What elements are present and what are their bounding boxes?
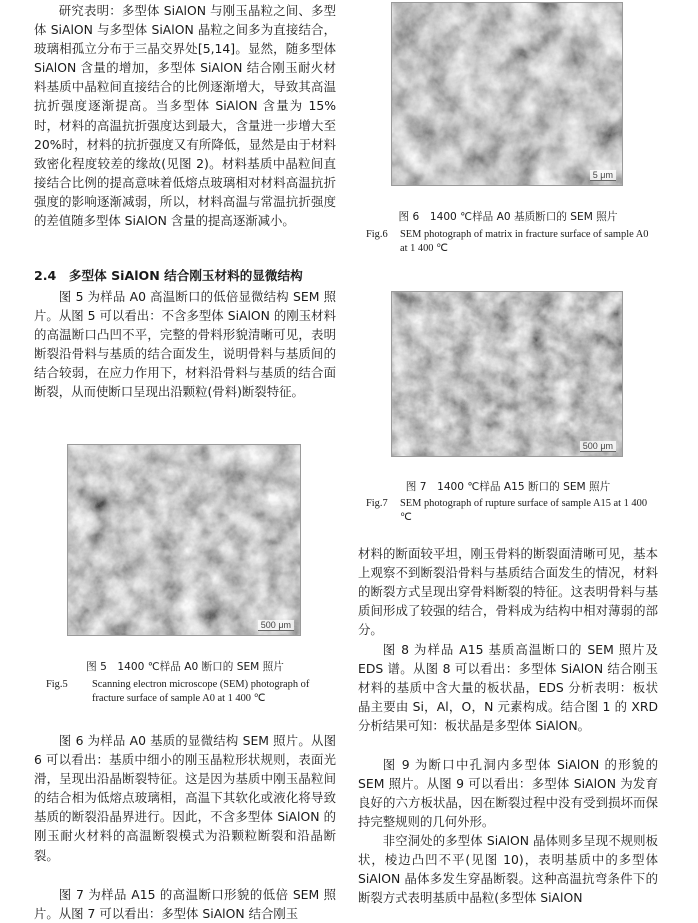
caption-en-label-fig6: Fig.6 bbox=[366, 229, 388, 240]
section-heading-2-4: 2.4 多型体 SiAlON 结合刚玉材料的显微结构 bbox=[34, 268, 303, 283]
caption-en-fig6 bbox=[366, 228, 658, 256]
caption-en-text-fig5: Scanning electron microscope (SEM) photograph of fracture surface of sample A0 at 1 400 ℃ bbox=[92, 679, 310, 705]
scale-bar-fig7: 500 μm bbox=[580, 441, 616, 452]
sem-image-fig6 bbox=[392, 3, 622, 185]
caption-cn-fig7: 图 7 1400 ℃样品 A15 断口的 SEM 照片 bbox=[405, 481, 611, 493]
caption-cn-fig5: 图 5 1400 ℃样品 A0 断口的 SEM 照片 bbox=[86, 661, 284, 673]
sem-photo-fig6 bbox=[391, 2, 623, 186]
paragraph-fig7-description-start: 图 7 为样品 A15 的高温断口形貌的低倍 SEM 照片。从图 7 可以看出：多型体 SiAlON 结合刚玉 bbox=[34, 887, 336, 922]
caption-en-label-fig5: Fig.5 bbox=[46, 679, 68, 690]
paragraph-fig5-description: 图 5 为样品 A0 高温断口的低倍显微结构 SEM 照片。从图 5 可以看出：不含多型体 SiAlON 的刚玉材料的高温断口凸凹不平，完整的骨料形貌清晰可见，表明断裂沿骨料与基质的结合面发生，说明骨料与基质间的结合较弱，在应力作用下，材料沿骨料与基质的结合面断裂，从而使断口呈现出沿颗粒(骨料)断裂特征。 bbox=[34, 289, 336, 400]
sem-photo-fig7 bbox=[391, 291, 623, 457]
paragraph-fig9-description: 图 9 为断口中孔洞内多型体 SiAlON 的形貌的 SEM 照片。从图 9 可以看出：多型体 SiAlON 为发育良好的六方板状晶，因在断裂过程中没有受到损坏而保持完整规则的几何外形。 bbox=[358, 757, 658, 830]
scale-bar-fig6: 5 μm bbox=[590, 170, 616, 181]
caption-cn-fig6: 图 6 1400 ℃样品 A0 基质断口的 SEM 照片 bbox=[398, 211, 618, 223]
caption-en-label-fig7: Fig.7 bbox=[366, 498, 388, 509]
paragraph-fig8-description: 图 8 为样品 A15 基质高温断口的 SEM 照片及 EDS 谱。从图 8 可以看出：多型体 SiAlON 结合刚玉材料的基质中含大量的板状晶，EDS 分析表明：板状晶主要由 Si，Al，O，N 元素构成。结合图 1 的 XRD 分析结果可知：板状晶是多型体 SiAlON。 bbox=[358, 642, 658, 734]
scale-bar-fig5: 500 μm bbox=[258, 620, 294, 631]
caption-en-text-fig7: SEM photograph of rupture surface of sample A15 at 1 400 ℃ bbox=[400, 498, 648, 524]
sem-image-fig5 bbox=[68, 445, 300, 635]
sem-photo-fig5 bbox=[67, 444, 301, 636]
paragraph-a15-fracture-continued: 材料的断面较平坦，刚玉骨料的断裂面清晰可见，基本上观察不到断裂沿骨料与基质结合面发生的情况，材料的断裂方式呈现出穿骨料断裂的特征。这表明骨料与基质间形成了较强的结合，骨料成为结构中相对薄弱的部分。 bbox=[358, 546, 658, 638]
caption-en-fig5 bbox=[46, 678, 332, 706]
paragraph-fig10-description: 非空洞处的多型体 SiAlON 晶体则多呈现不规则板状，棱边凸凹不平(见图 10)，表明基质中的多型体 SiAlON 晶体多发生穿晶断裂。这种高温抗弯条件下的断裂方式表明基质中晶粒(多型体 SiAlON bbox=[358, 833, 658, 906]
caption-en-fig7 bbox=[366, 497, 658, 525]
sem-image-fig7 bbox=[392, 292, 622, 456]
caption-en-text-fig6: SEM photograph of matrix in fracture surface of sample A0 at 1 400 ℃ bbox=[400, 229, 649, 255]
paragraph-fig6-description: 图 6 为样品 A0 基质的显微结构 SEM 照片。从图 6 可以看出：基质中细小的刚玉晶粒形状规则，表面光滑，呈现出沿晶断裂特征。这是因为基质中刚玉晶粒间的结合相为低熔点玻璃相，高温下其软化或液化将导致基质的断裂沿晶界进行。因此，不含多型体 SiAlON 的刚玉耐火材料的高温断裂模式为沿颗粒断裂和沿晶断裂。 bbox=[34, 733, 336, 863]
paragraph-sialon-bonding: 研究表明：多型体 SiAlON 与刚玉晶粒之间、多型体 SiAlON 与多型体 SiAlON 晶粒之间多为直接结合，玻璃相孤立分布于三晶交界处[5,14]。显然，随多型体 SiAlON 含量的增加，多型体 SiAlON 结合刚玉耐火材料基质中晶粒间直接结合的比例逐渐增大，导致其高温抗折强度逐渐提高。当多型体 SiAlON 含量为 15%时，材料的高温抗折强度达到最大，含量进一步增大至 20%时，材料的抗折强度又有所降低，显然是由于材料致密化程度较差的缘故(见图 2)。材料基质中晶粒间直接结合比例的提高意味着低熔点玻璃相对材料高温抗折强度的影响逐渐减弱，所以，材料高温与常温抗折强度的差值随多型体 SiAlON 含量的提高逐渐减小。 bbox=[34, 3, 336, 229]
